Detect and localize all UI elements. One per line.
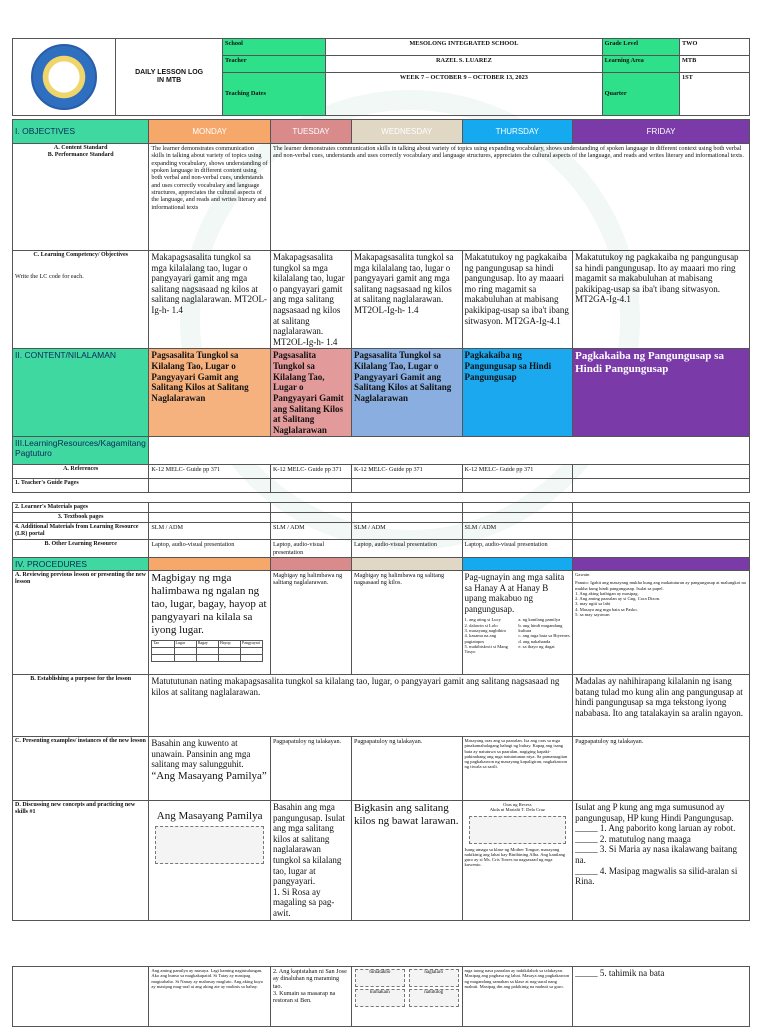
slm-wednesday: SLM / ADM bbox=[352, 523, 463, 540]
procedures-heading: IV. PROCEDURES bbox=[13, 557, 149, 570]
p3-thursday: mga taong nasa paaralan ay nakikilahok sa talakayan. Masipag ang pagbasa ng lahat. Masaya ang pagkakaroon ng magandang samahan sa klase at nag-aaral nang mabuti. Masipag din ang pakikinig na mabuti sa guro. bbox=[462, 967, 573, 1027]
lesson-table-2 bbox=[12, 502, 750, 921]
content-tuesday: Pagsasalita Tungkol sa Kilalang Tao, Lugar o Pangyayari Gamit ang Salitang Kilos at Salitang Naglalarawan bbox=[270, 349, 351, 437]
proc-b-main: Matututunan nating makapagsasalita tungkol sa kilalang tao, lugar, o pangyayari gamit ang salitang nagsasaad ng kilos at salitang naglalarawan. bbox=[149, 674, 573, 736]
proc-d-monday bbox=[149, 800, 271, 920]
ref-thursday: K-12 MELC- Guide pp 371 bbox=[462, 465, 573, 479]
proc-c-monday bbox=[149, 736, 271, 800]
content-monday: Pagsasalita Tungkol sa Kilalang Tao, Lugar o Pangyayari Gamit ang Salitang Kilos at Salitang Naglalarawan bbox=[149, 349, 271, 437]
col-pangyayari: Pangyayari bbox=[241, 640, 263, 647]
slm-monday: SLM / ADM bbox=[149, 523, 271, 540]
grade-label: Grade Level bbox=[602, 39, 679, 56]
other-tuesday: Laptop, audio-visual presentation bbox=[270, 540, 351, 558]
day-monday: MONDAY bbox=[149, 120, 271, 144]
teachers-guide-label: 1. Teacher's Guide Pages bbox=[13, 479, 149, 493]
area-value: MTB bbox=[679, 56, 749, 73]
title-line-2: IN MTB bbox=[157, 77, 182, 84]
teacher-value: RAZEL S. LUAREZ bbox=[326, 56, 602, 73]
col-lugar: Lugar bbox=[174, 640, 196, 647]
family-illustration bbox=[155, 826, 264, 864]
standard-rest: The learner demonstrates communication skills in talking about variety of topics using expanding vocabulary, shows understanding of spoken language in different context using both verbal and non-verbal cues, understands and uses correctly vocabulary and language structures, appreciates the cultural aspects of the language, and reads and writes literary and informational texts. bbox=[270, 144, 749, 251]
proc-a-tuesday: Magbigay ng halimbawa ng salitang naglalarawan. bbox=[270, 570, 351, 674]
recess-author: Akda ni Marialit T. Dela Cruz bbox=[489, 807, 545, 813]
other-label: B. Other Learning Resource bbox=[13, 540, 149, 558]
proc-a-friday: Gawain Panuto: Igahit ang masayang mukha kung ang makatuturan ay pangungusap at malungkot na mukha kung hindi pangungusap. Isulat sa papel. 1. Ang aking kaibigan ay masipag. 2. Ang aming paaralan ay si Gng. Cora Dizon. 3. may ngiti sa labi 4. Masaya ang mga bata sa Pasko. 5. sa may sayawan bbox=[573, 570, 750, 674]
quarter-value: 1ST bbox=[679, 73, 749, 116]
proc-c-thursday: Masayang oras ang sa paaralan. Isa ang oras sa mga pinakamahalagang bahagi ng buhay. Kapag ang isang bata ay natutuwa sa paaralan, nagiging kapaki-pakinabang ang mga natututunan niya. Sa pamamagitan ng pagkakaroon ng masayang kapaligiran, nagkakaroon ng tiwala sa sarili. bbox=[462, 736, 573, 800]
competency-monday: Makapagsasalita tungkol sa mga kilalalang tao, lugar o pangyayari gamit ang mga salitang nagsasaad ng kilos at salitang naglalarawan. MT2OL-Ig-h- 1.4 bbox=[149, 251, 271, 349]
teacher-label: Teacher bbox=[223, 56, 326, 73]
proc-a-monday bbox=[149, 570, 271, 674]
header-table bbox=[12, 38, 750, 116]
area-label: Learning Area bbox=[602, 56, 679, 73]
slm-thursday: SLM / ADM bbox=[462, 523, 573, 540]
seal-icon bbox=[31, 44, 97, 110]
action-picture-2: naglalaro bbox=[409, 969, 459, 987]
action-picture-1: tumatakbo bbox=[355, 969, 405, 987]
proc-d-tuesday bbox=[270, 800, 351, 920]
other-monday: Laptop, audio-visual presentation bbox=[149, 540, 271, 558]
deped-logo bbox=[13, 39, 116, 116]
proc-a-thursday: Pag-ugnayin ang mga salita sa Hanay A at Hanay B upang makabuo ng pangungusap. 1. ang ating si Lucy 2. dalawin si Lolo 3. masayang nagbibiro 4. kasama na ang pagtatapos 5. mabibiskwit si Mang Tasyo a. ng kanilang pamilya b. ang hindi magandang kultura c. ang mga bata sa Biyernes d. ang nakahanda e. sa ibayo ng dagat bbox=[462, 570, 573, 674]
page-2 bbox=[0, 496, 768, 956]
references-label: A. References bbox=[13, 465, 149, 479]
proc-a-thursday-text: Pag-ugnayin ang mga salita sa Hanay A at Hanay B upang makabuo ng pangungusap. bbox=[464, 571, 565, 614]
day-friday: FRIDAY bbox=[573, 120, 750, 144]
performance-standard-label: B. Performance Standard bbox=[47, 152, 114, 159]
proc-d-tuesday-item: 1. Si Rosa ay magaling sa pag-awit. bbox=[272, 886, 335, 919]
p3-wednesday bbox=[352, 967, 463, 1027]
additional-label: 4. Additional Materials from Learning Resource (LR) portal bbox=[13, 523, 149, 540]
page-1 bbox=[0, 0, 768, 487]
resources-heading: III.LearningResources/Kagamitang Pagtuturo bbox=[13, 437, 149, 465]
proc-b-label: B. Establishing a purpose for the lesson bbox=[13, 674, 149, 736]
action-picture-3: kumakain bbox=[355, 989, 405, 1007]
competency-friday: Makatutukoy ng pagkakaiba ng pangungusap sa hindi pangungusap. Ito ay maaari mo ring magamit sa makabuluhan at mabisang pakikipag-usap sa iba't ibang sitwasyon. MT2GA-Ig-4.1 bbox=[573, 251, 750, 349]
school-label: School bbox=[223, 39, 326, 56]
dates-label: Teaching Dates bbox=[223, 73, 326, 116]
ref-monday: K-12 MELC- Guide pp 371 bbox=[149, 465, 271, 479]
proc-d-wednesday-text: Bigkasin ang salitang kilos ng bawat larawan. bbox=[354, 801, 459, 827]
proc-c-tuesday: Pagpapatuloy ng talakayan. bbox=[270, 736, 351, 800]
proc-d-tuesday-text: Basahin ang mga pangungusap. Isulat ang mga salitang kilos at salitang naglalarawan tungkol sa kilalang tao, lugar at pangyayari. bbox=[272, 801, 345, 887]
proc-d-friday: Isulat ang P kung ang mga sumusunod ay pangungusap, HP kung Hindi Pangungusap. _____ 1. Ang paborito kong laruan ay robot. _____ 2. matutulog nang maaga _____ 3. Si Maria ay nasa ikalawang baitang na. _____ 4. Masipag magwalis sa silid-aralan si Rina. bbox=[573, 800, 750, 920]
col-bagay: Bagay bbox=[196, 640, 218, 647]
learners-label: 2. Learner's Materials pages bbox=[13, 503, 149, 513]
content-heading: II. CONTENT/NILALAMAN bbox=[13, 349, 149, 437]
standards-label bbox=[13, 144, 149, 251]
p3-tuesday: 2. Ang kapistahan ni San Jose ay dinaluhan ng maraming tao. 3. Kumain sa masarap na restoran si Ben. bbox=[270, 967, 351, 1027]
competency-wednesday: Makapagsasalita tungkol sa mga kilalalang tao, lugar o pangyayari gamit ang mga salitang nagsasaad ng kilos at salitang naglalarawan. MT2OL-Ig-h- 1.4 bbox=[352, 251, 463, 349]
standard-monday: The learner demonstrates communication skills in talking about variety of topics using expanding vocabulary, shows understanding of spoken language in different content using both verbal and non-verbal cues, understands and uses correctly vocabulary and language structures, appreciates the cultural aspects of the language, and reads and writes literary and informational texts bbox=[149, 144, 271, 251]
lesson-table-3 bbox=[12, 966, 750, 1027]
content-standard-label: A. Content Standard bbox=[53, 145, 108, 151]
lesson-table bbox=[12, 119, 750, 493]
proc-c-label: C. Presenting examples/ instances of the new lesson bbox=[13, 736, 149, 800]
school-value: MESOLONG INTEGRATED SCHOOL bbox=[326, 39, 602, 56]
proc-a-friday-text: Panuto: Igahit ang masayang mukha kung ang makatuturan ay pangungusap at malungkot na mukha kung hindi pangungusap. Isulat sa papel. bbox=[575, 580, 746, 591]
p3-monday: Ang aming pamilya ay masaya. Lagi kaming nagtutulungan. Ako ang bunso sa magkakapatid. Si Tatay ay masipag magtrabaho. Si Nanay ay mahusay magluto. Ang aking kuya ay masipag mag-aral at ang aking ate ay malinis sa bahay. bbox=[149, 967, 271, 1027]
col-hayop: Hayop bbox=[218, 640, 240, 647]
proc-c-monday-text: Basahin ang kuwento at unawain. Pansinin ang mga salitang may salungguhit. bbox=[151, 737, 251, 770]
proc-a-wednesday: Magbigay ng halimbawa ng salitang nagsasaad ng kilos. bbox=[352, 570, 463, 674]
proc-d-thursday bbox=[462, 800, 573, 920]
resources-blank bbox=[149, 437, 750, 465]
proc-c-wednesday: Pagpapatuloy ng talakayan. bbox=[352, 736, 463, 800]
ref-wednesday: K-12 MELC- Guide pp 371 bbox=[352, 465, 463, 479]
p3-friday: _____ 5. tahimik na bata bbox=[573, 967, 750, 1027]
log-title bbox=[116, 39, 223, 116]
story-title: “Ang Masayang Pamilya” bbox=[151, 769, 267, 782]
proc-c-friday: Pagpapatuloy ng talakayan. bbox=[573, 736, 750, 800]
content-wednesday: Pagsasalita Tungkol sa Kilalang Tao, Lugar o Pangyayari Gamit ang Salitang Kilos at Salitang Naglalarawan bbox=[352, 349, 463, 437]
textbook-label: 3. Textbook pages bbox=[13, 513, 149, 523]
other-thursday: Laptop, audio-visual presentation bbox=[462, 540, 573, 558]
proc-b-friday: Madalas ay nahihirapang kilalanin ng isang batang tulad mo kung alin ang pangungusap at hindi pangungusap sa mga tekstong iyong nababasa. Ito ang tatalakayin sa aralin ngayon. bbox=[573, 674, 750, 736]
quarter-label: Quarter bbox=[602, 73, 679, 116]
recess-title: Oras ng Recess bbox=[503, 801, 532, 807]
action-picture-4: natutulog bbox=[409, 989, 459, 1007]
ref-friday bbox=[573, 465, 750, 479]
day-wednesday: WEDNESDAY bbox=[352, 120, 463, 144]
other-wednesday: Laptop, audio-visual presentation bbox=[352, 540, 463, 558]
proc-a-monday-text: Magbigay ng mga halimbawa ng ngalan ng tao, lugar, bagay, hayop at pangyayari na kilala sa iyong lugar. bbox=[151, 571, 267, 636]
day-thursday: THURSDAY bbox=[462, 120, 573, 144]
proc-d-label: D. Discussing new concepts and practicing new skills #1 bbox=[13, 800, 149, 920]
page-3 bbox=[0, 966, 768, 1024]
proc-a-label: A. Reviewing previous lesson or presenting the new lesson bbox=[13, 570, 149, 674]
competency-label-cell bbox=[13, 251, 149, 349]
proc-d-thursday-text: Isang umaga sa klase ng Mother Tongue, masayang nakikinig ang lahat kay Binibining Alba. Ang kanilang guro ay si Ms. Cris Torres na nagsasaad ng mga kuwento. bbox=[464, 846, 566, 868]
category-grid bbox=[151, 640, 263, 662]
slm-tuesday: SLM / ADM bbox=[270, 523, 351, 540]
day-tuesday: TUESDAY bbox=[270, 120, 351, 144]
title-line-1: DAILY LESSON LOG bbox=[135, 68, 204, 76]
competency-thursday: Makatutukoy ng pagkakaiba ng pangungusap sa hindi pangungusap. Ito ay maaari mo ring magamit sa makabuluhan at mabisang pakikipag-usap sa iba't ibang sitwasyon. MT2GA-Ig-4.1 bbox=[462, 251, 573, 349]
content-friday: Pagkakaiba ng Pangungusap sa Hindi Pangungusap bbox=[573, 349, 750, 437]
objectives-heading: I. OBJECTIVES bbox=[13, 120, 149, 144]
grade-value: TWO bbox=[679, 39, 749, 56]
proc-d-monday-title: Ang Masayang Pamilya bbox=[156, 809, 263, 822]
competency-tuesday: Makapagsasalita tungkol sa mga kilalalang tao, lugar o pangyayari gamit ang mga salitang nagsasaad ng kilos at salitang naglalarawan. MT2OL-Ig-h- 1.4 bbox=[270, 251, 351, 349]
dates-value: WEEK 7 – OCTOBER 9 – OCTOBER 13, 2023 bbox=[326, 73, 602, 116]
proc-d-friday-text: Isulat ang P kung ang mga sumusunod ay pangungusap, HP kung Hindi Pangungusap. bbox=[575, 801, 734, 823]
competency-note: Write the LC code for each. bbox=[15, 273, 84, 281]
proc-a-friday-heading: Gawain bbox=[575, 571, 590, 577]
content-thursday: Pagkakaiba ng Pangungusap sa Hindi Pangungusap bbox=[462, 349, 573, 437]
proc-d-wednesday bbox=[352, 800, 463, 920]
competency-label: C. Learning Competency/ Objectives bbox=[33, 252, 128, 258]
col-tao: Tao bbox=[152, 640, 174, 647]
classroom-illustration bbox=[469, 816, 567, 844]
ref-tuesday: K-12 MELC- Guide pp 371 bbox=[270, 465, 351, 479]
